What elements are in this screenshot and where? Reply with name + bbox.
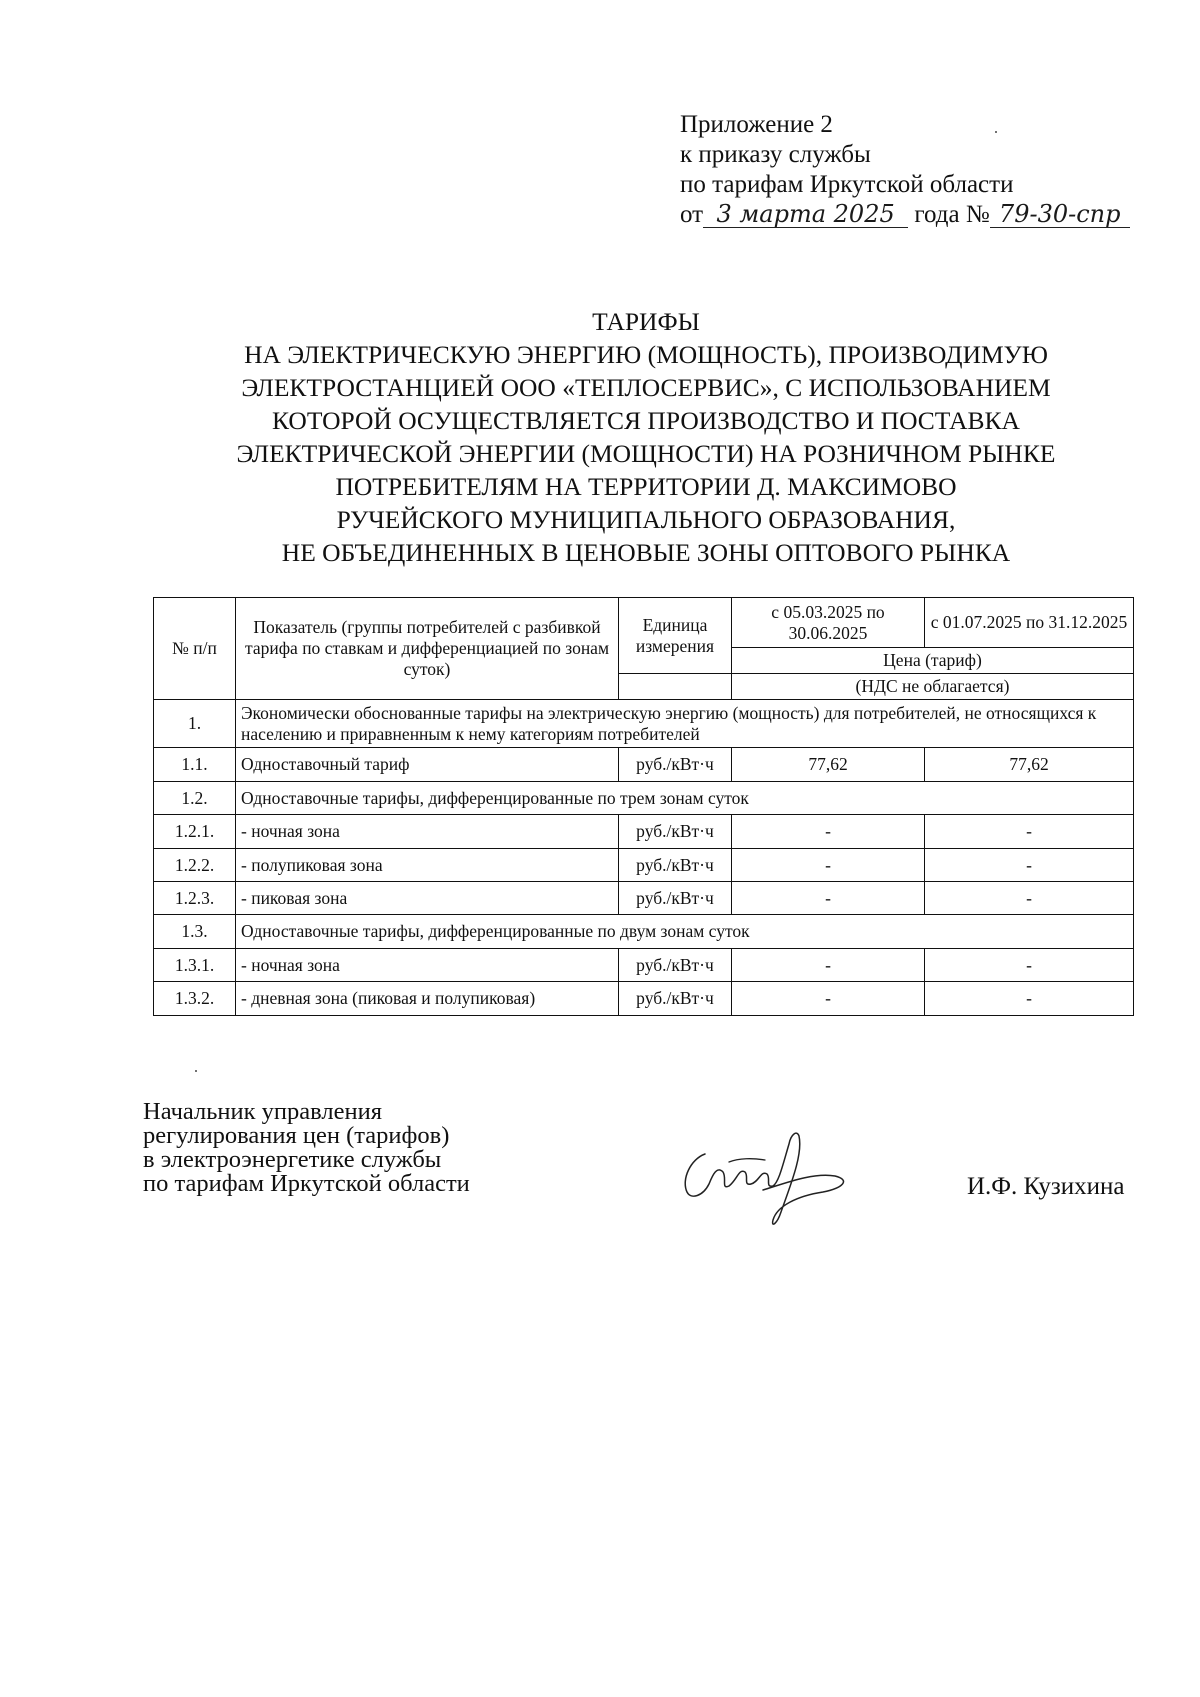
row-num: 1.2. — [154, 782, 236, 815]
year-number-label: года № — [914, 201, 990, 228]
handwritten-order-number: 79-30-спр — [990, 201, 1130, 228]
row-value-period-1: - — [732, 949, 925, 982]
header-price: Цена (тариф) — [732, 648, 1134, 674]
table-row — [154, 748, 1134, 782]
date-prefix: от — [680, 201, 704, 228]
appendix-reference — [680, 110, 1130, 230]
row-value-period-1: - — [732, 882, 925, 915]
row-unit: руб./кВт·ч — [619, 815, 732, 849]
row-name: - ночная зона — [236, 949, 619, 982]
row-name: Одноставочный тариф — [236, 748, 619, 782]
row-name: - ночная зона — [236, 815, 619, 849]
scan-speck — [995, 131, 997, 133]
table-row — [154, 849, 1134, 882]
row-value-period-1: 77,62 — [732, 748, 925, 782]
row-num: 1. — [154, 700, 236, 748]
table-row — [154, 915, 1134, 949]
row-value-period-1: - — [732, 849, 925, 882]
row-value-period-1: - — [732, 815, 925, 849]
signatory-line-2: регулирования цен (тарифов) — [143, 1122, 450, 1149]
header-indicator: Показатель (группы потребителей с разбивкой тарифа по ставкам и дифференциацией по зонам суток) — [236, 598, 619, 700]
row-value-period-2: - — [925, 982, 1134, 1016]
header-num: № п/п — [154, 598, 236, 700]
row-name: - дневная зона (пиковая и полупиковая) — [236, 982, 619, 1016]
table-row — [154, 782, 1134, 815]
appendix-date-line — [680, 200, 1130, 230]
row-value-period-2: - — [925, 882, 1134, 915]
title-line: ТАРИФЫ — [592, 307, 700, 336]
header-unit: Единица измерения — [619, 598, 732, 674]
title-line: НА ЭЛЕКТРИЧЕСКУЮ ЭНЕРГИЮ (МОЩНОСТЬ), ПРОИЗВОДИМУЮ — [244, 340, 1048, 369]
appendix-line-3: по тарифам Иркутской области — [680, 171, 1014, 198]
row-value-period-2: 77,62 — [925, 748, 1134, 782]
handwritten-signature — [673, 1124, 863, 1234]
row-name: - полупиковая зона — [236, 849, 619, 882]
row-value-period-2: - — [925, 849, 1134, 882]
row-name: - пиковая зона — [236, 882, 619, 915]
row-value-period-1: - — [732, 982, 925, 1016]
signatory-name: И.Ф. Кузихина — [967, 1173, 1125, 1200]
table-header-row — [154, 598, 1134, 648]
row-num: 1.3. — [154, 915, 236, 949]
signatory-position — [143, 1100, 470, 1196]
title-line: РУЧЕЙСКОГО МУНИЦИПАЛЬНОГО ОБРАЗОВАНИЯ, — [336, 505, 956, 534]
table-row — [154, 882, 1134, 915]
header-vat: (НДС не облагается) — [732, 674, 1134, 700]
header-empty-cell — [619, 674, 732, 700]
title-line: КОТОРОЙ ОСУЩЕСТВЛЯЕТСЯ ПРОИЗВОДСТВО И ПОСТАВКА — [272, 406, 1020, 435]
row-unit: руб./кВт·ч — [619, 849, 732, 882]
appendix-line-2: к приказу службы — [680, 141, 871, 168]
row-unit: руб./кВт·ч — [619, 882, 732, 915]
title-line: НЕ ОБЪЕДИНЕННЫХ В ЦЕНОВЫЕ ЗОНЫ ОПТОВОГО РЫНКА — [281, 538, 1011, 567]
row-unit: руб./кВт·ч — [619, 748, 732, 782]
row-unit: руб./кВт·ч — [619, 982, 732, 1016]
scan-speck — [195, 1070, 197, 1072]
table-row — [154, 982, 1134, 1016]
header-period-1: с 05.03.2025 по 30.06.2025 — [732, 598, 925, 648]
row-value-period-2: - — [925, 949, 1134, 982]
row-num: 1.3.1. — [154, 949, 236, 982]
row-num: 1.3.2. — [154, 982, 236, 1016]
title-line: ЭЛЕКТРОСТАНЦИЕЙ ООО «ТЕПЛОСЕРВИС», С ИСПОЛЬЗОВАНИЕМ — [241, 373, 1051, 402]
appendix-line-1: Приложение 2 — [680, 111, 833, 138]
row-num: 1.2.2. — [154, 849, 236, 882]
row-section-title: Экономически обоснованные тарифы на электрическую энергию (мощность) для потребителей, не относящихся к населению и приравненным к нему категориям потребителей — [236, 700, 1134, 748]
signatory-line-4: по тарифам Иркутской области — [143, 1170, 470, 1197]
table-row — [154, 949, 1134, 982]
row-num: 1.1. — [154, 748, 236, 782]
row-num: 1.2.3. — [154, 882, 236, 915]
signatory-line-3: в электроэнергетике службы — [143, 1146, 442, 1173]
row-value-period-2: - — [925, 815, 1134, 849]
row-section-title: Одноставочные тарифы, дифференцированные по двум зонам суток — [236, 915, 1134, 949]
row-unit: руб./кВт·ч — [619, 949, 732, 982]
handwritten-date: 3 марта 2025 — [703, 201, 908, 228]
title-line: ПОТРЕБИТЕЛЯМ НА ТЕРРИТОРИИ Д. МАКСИМОВО — [335, 472, 957, 501]
tariff-table — [153, 597, 1134, 1016]
table-row — [154, 815, 1134, 849]
table-row — [154, 700, 1134, 748]
signatory-line-1: Начальник управления — [143, 1098, 382, 1125]
row-num: 1.2.1. — [154, 815, 236, 849]
title-line: ЭЛЕКТРИЧЕСКОЙ ЭНЕРГИИ (МОЩНОСТИ) НА РОЗНИЧНОМ РЫНКЕ — [236, 439, 1056, 468]
document-title — [150, 305, 1142, 569]
header-period-2: с 01.07.2025 по 31.12.2025 — [925, 598, 1134, 648]
row-section-title: Одноставочные тарифы, дифференцированные по трем зонам суток — [236, 782, 1134, 815]
